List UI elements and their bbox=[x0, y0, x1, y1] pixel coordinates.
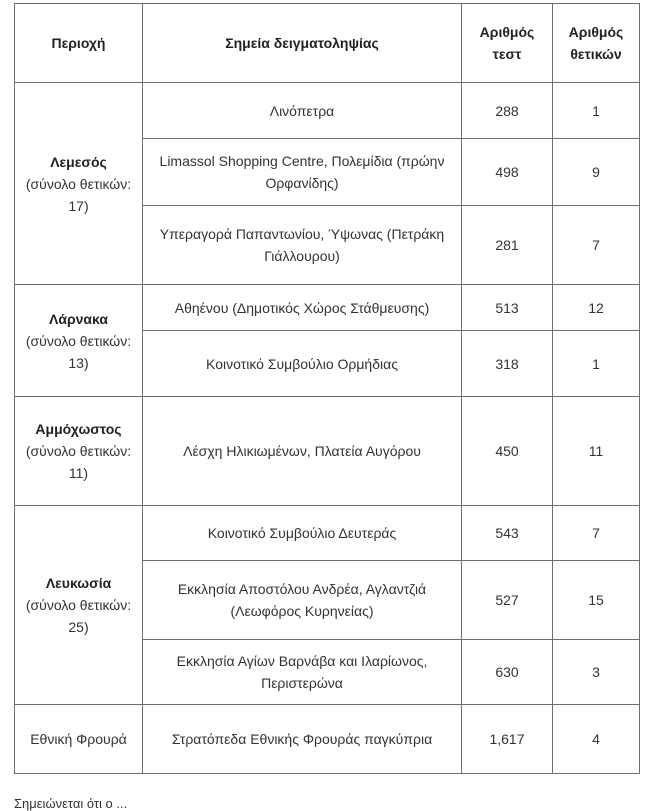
positives-cell: 1 bbox=[553, 83, 640, 139]
table-row bbox=[15, 397, 640, 506]
table-row bbox=[15, 705, 640, 774]
site-cell: Αθηένου (Δημοτικός Χώρος Στάθμευσης) bbox=[143, 285, 462, 331]
positives-cell: 9 bbox=[553, 139, 640, 206]
positives-cell: 11 bbox=[553, 397, 640, 506]
region-total: (σύνολο θετικών: 13) bbox=[25, 332, 132, 371]
positives-cell: 4 bbox=[553, 705, 640, 774]
positives-cell: 15 bbox=[553, 561, 640, 640]
region-total: (σύνολο θετικών: 11) bbox=[25, 443, 132, 481]
tests-cell: 527 bbox=[462, 561, 553, 640]
tests-cell: 498 bbox=[462, 139, 553, 206]
header-region: Περιοχή bbox=[15, 4, 143, 83]
header-positives: Αριθμός θετικών bbox=[553, 4, 640, 83]
site-cell: Λινόπετρα bbox=[143, 83, 462, 139]
region-cell-national-guard bbox=[15, 705, 143, 774]
site-cell: Limassol Shopping Centre, Πολεμίδια (πρώην Ορφανίδης) bbox=[143, 139, 462, 206]
header-site: Σημεία δειγματοληψίας bbox=[143, 4, 462, 83]
region-name: Λευκωσία bbox=[45, 575, 112, 591]
region-cell-larnaca bbox=[15, 285, 143, 397]
site-cell: Κοινοτικό Συμβούλιο Ορμήδιας bbox=[143, 331, 462, 397]
header-row bbox=[15, 4, 640, 83]
region-name: Λεμεσός bbox=[50, 153, 107, 170]
table-row bbox=[15, 83, 640, 139]
region-name: Λάρνακα bbox=[49, 310, 108, 327]
site-cell: Κοινοτικό Συμβούλιο Δευτεράς bbox=[143, 506, 462, 561]
tests-cell: 281 bbox=[462, 206, 553, 285]
positives-cell: 1 bbox=[553, 331, 640, 397]
tests-cell: 318 bbox=[462, 331, 553, 397]
positives-cell: 7 bbox=[553, 506, 640, 561]
table-row bbox=[15, 506, 640, 561]
tests-cell: 288 bbox=[462, 83, 553, 139]
region-cell-nicosia bbox=[15, 506, 143, 705]
footnote-text: Σημειώνεται ότι ο ... bbox=[14, 796, 128, 811]
region-name: Αμμόχωστος bbox=[35, 421, 122, 437]
tests-cell: 1,617 bbox=[462, 705, 553, 774]
tests-cell: 630 bbox=[462, 640, 553, 705]
positives-cell: 3 bbox=[553, 640, 640, 705]
region-total: (σύνολο θετικών: 17) bbox=[25, 175, 132, 214]
region-total: (σύνολο θετικών: 25) bbox=[25, 597, 132, 635]
tests-cell: 543 bbox=[462, 506, 553, 561]
region-cell-famagusta bbox=[15, 397, 143, 506]
site-cell: Εκκλησία Αποστόλου Ανδρέα, Αγλαντζιά (Λεωφόρος Κυρηνείας) bbox=[143, 561, 462, 640]
site-cell: Εκκλησία Αγίων Βαρνάβα και Ιλαρίωνος, Περιστερώνα bbox=[143, 640, 462, 705]
tests-cell: 450 bbox=[462, 397, 553, 506]
site-cell: Υπεραγορά Παπαντωνίου, Ύψωνας (Πετράκη Γιάλλουρου) bbox=[143, 206, 462, 285]
positives-cell: 7 bbox=[553, 206, 640, 285]
region-name: Εθνική Φρουρά bbox=[30, 731, 127, 747]
site-cell: Λέσχη Ηλικιωμένων, Πλατεία Αυγόρου bbox=[143, 397, 462, 506]
header-tests: Αριθμός τεστ bbox=[462, 4, 553, 83]
site-cell: Στρατόπεδα Εθνικής Φρουράς παγκύπρια bbox=[143, 705, 462, 774]
region-cell-limassol bbox=[15, 83, 143, 285]
positives-cell: 12 bbox=[553, 285, 640, 331]
tests-cell: 513 bbox=[462, 285, 553, 331]
table-row bbox=[15, 285, 640, 331]
results-table bbox=[14, 3, 640, 774]
